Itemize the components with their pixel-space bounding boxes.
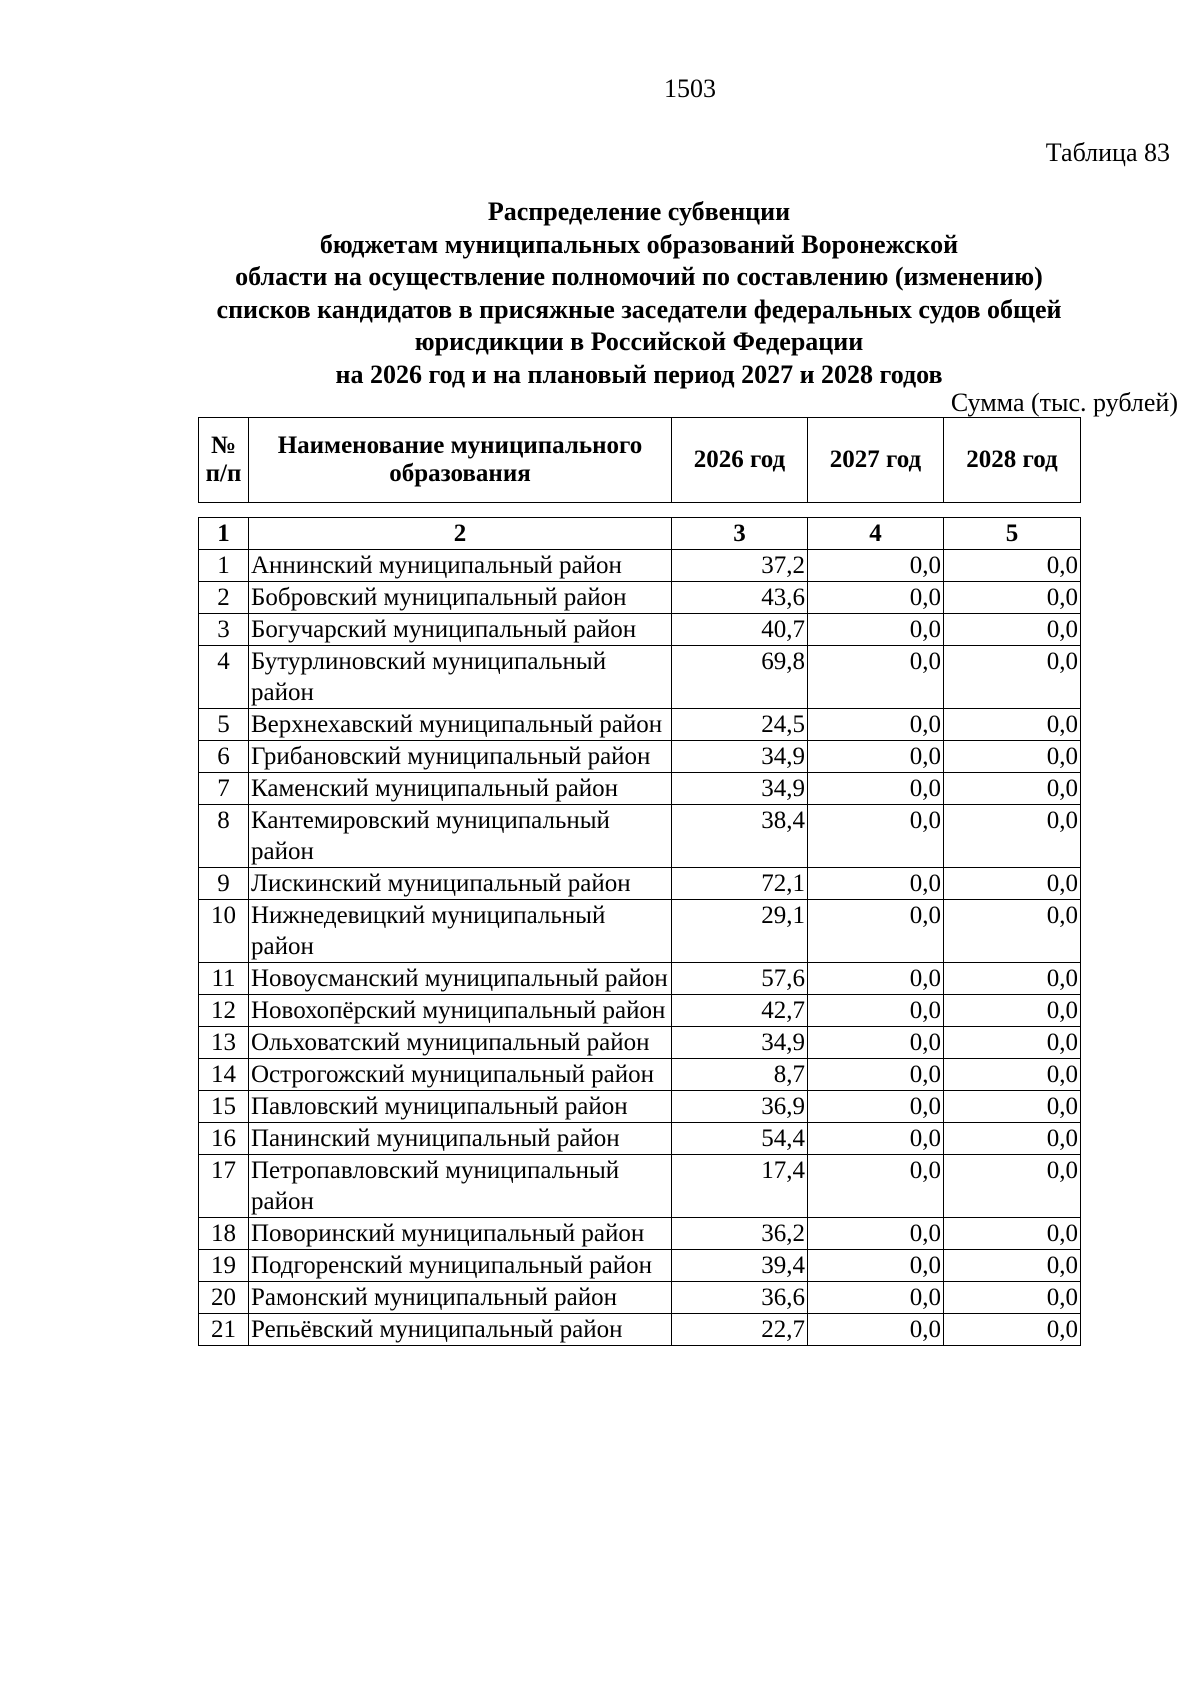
column-number: 2 [249, 518, 672, 550]
municipality-name: Новоусманский муниципальный район [249, 963, 672, 995]
value-2028: 0,0 [944, 741, 1081, 773]
row-number: 17 [199, 1155, 249, 1218]
value-2026: 57,6 [672, 963, 808, 995]
title-line: бюджетам муниципальных образований Воронежской [319, 229, 959, 259]
value-2027: 0,0 [808, 1250, 944, 1282]
municipality-name: Панинский муниципальный район [249, 1123, 672, 1155]
value-2028: 0,0 [944, 1314, 1081, 1346]
value-2028: 0,0 [944, 1027, 1081, 1059]
table-row [199, 868, 1081, 900]
municipality-name: Поворинский муниципальный район [249, 1218, 672, 1250]
value-2028: 0,0 [944, 614, 1081, 646]
value-2027: 0,0 [808, 1059, 944, 1091]
table-row [199, 741, 1081, 773]
column-number: 5 [944, 518, 1081, 550]
value-2026: 8,7 [672, 1059, 808, 1091]
value-2027: 0,0 [808, 582, 944, 614]
value-2026: 42,7 [672, 995, 808, 1027]
title-line: юрисдикции в Российской Федерации [414, 327, 864, 357]
table-row [199, 582, 1081, 614]
table-row [199, 1282, 1081, 1314]
municipality-name: Верхнехавский муниципальный район [249, 709, 672, 741]
value-2028: 0,0 [944, 1218, 1081, 1250]
row-number: 18 [199, 1218, 249, 1250]
table-row [199, 963, 1081, 995]
units-label: Сумма (тыс. рублей) [950, 388, 1178, 417]
header-2026: 2026 год [672, 418, 808, 503]
row-number: 11 [199, 963, 249, 995]
municipality-name: Павловский муниципальный район [249, 1091, 672, 1123]
value-2028: 0,0 [944, 582, 1081, 614]
row-number: 4 [199, 646, 249, 709]
value-2028: 0,0 [944, 646, 1081, 709]
value-2028: 0,0 [944, 1091, 1081, 1123]
value-2026: 34,9 [672, 741, 808, 773]
header-2027: 2027 год [808, 418, 944, 503]
value-2026: 40,7 [672, 614, 808, 646]
row-number: 1 [199, 550, 249, 582]
value-2027: 0,0 [808, 995, 944, 1027]
value-2026: 39,4 [672, 1250, 808, 1282]
row-number: 6 [199, 741, 249, 773]
value-2027: 0,0 [808, 773, 944, 805]
row-number: 8 [199, 805, 249, 868]
row-number: 13 [199, 1027, 249, 1059]
row-number: 15 [199, 1091, 249, 1123]
data-table [198, 517, 1081, 1346]
value-2026: 17,4 [672, 1155, 808, 1218]
value-2027: 0,0 [808, 900, 944, 963]
row-number: 3 [199, 614, 249, 646]
value-2027: 0,0 [808, 963, 944, 995]
title-line: Распределение субвенции [487, 197, 791, 226]
value-2027: 0,0 [808, 1155, 944, 1218]
municipality-name: Новохопёрский муниципальный район [249, 995, 672, 1027]
value-2027: 0,0 [808, 805, 944, 868]
municipality-name: Петропавловский муниципальный район [249, 1155, 672, 1218]
row-number: 12 [199, 995, 249, 1027]
value-2026: 69,8 [672, 646, 808, 709]
header-name: Наименование муниципального образования [249, 418, 672, 503]
value-2028: 0,0 [944, 1059, 1081, 1091]
municipality-name: Бутурлиновский муниципальный район [249, 646, 672, 709]
table-row [199, 1314, 1081, 1346]
page-number: 1503 [664, 74, 716, 103]
row-number: 2 [199, 582, 249, 614]
column-number: 4 [808, 518, 944, 550]
value-2026: 38,4 [672, 805, 808, 868]
table-row [199, 805, 1081, 868]
value-2027: 0,0 [808, 709, 944, 741]
value-2028: 0,0 [944, 773, 1081, 805]
table-row [199, 646, 1081, 709]
value-2027: 0,0 [808, 868, 944, 900]
value-2026: 34,9 [672, 773, 808, 805]
value-2028: 0,0 [944, 1250, 1081, 1282]
value-2028: 0,0 [944, 995, 1081, 1027]
table-row [199, 1027, 1081, 1059]
title-line: области на осуществление полномочий по составлению (изменению) [235, 262, 1043, 292]
value-2028: 0,0 [944, 709, 1081, 741]
value-2027: 0,0 [808, 614, 944, 646]
value-2026: 24,5 [672, 709, 808, 741]
value-2028: 0,0 [944, 805, 1081, 868]
table-row [199, 709, 1081, 741]
header-2028: 2028 год [944, 418, 1081, 503]
municipality-name: Рамонский муниципальный район [249, 1282, 672, 1314]
value-2027: 0,0 [808, 741, 944, 773]
row-number: 14 [199, 1059, 249, 1091]
column-numbers-row [199, 518, 1081, 550]
value-2028: 0,0 [944, 1282, 1081, 1314]
municipality-name: Подгоренский муниципальный район [249, 1250, 672, 1282]
municipality-name: Каменский муниципальный район [249, 773, 672, 805]
table-row [199, 550, 1081, 582]
row-number: 20 [199, 1282, 249, 1314]
table-header [198, 417, 1081, 503]
value-2027: 0,0 [808, 1218, 944, 1250]
value-2027: 0,0 [808, 1123, 944, 1155]
row-number: 5 [199, 709, 249, 741]
value-2027: 0,0 [808, 1314, 944, 1346]
table-row [199, 1091, 1081, 1123]
municipality-name: Грибановский муниципальный район [249, 741, 672, 773]
municipality-name: Нижнедевицкий муниципальный район [249, 900, 672, 963]
value-2026: 34,9 [672, 1027, 808, 1059]
value-2026: 36,9 [672, 1091, 808, 1123]
table-row [199, 995, 1081, 1027]
document-title [198, 196, 1080, 392]
row-number: 19 [199, 1250, 249, 1282]
municipality-name: Ольховатский муниципальный район [249, 1027, 672, 1059]
municipality-name: Богучарский муниципальный район [249, 614, 672, 646]
title-line: списков кандидатов в присяжные заседатели федеральных судов общей [216, 294, 1062, 324]
column-number: 3 [672, 518, 808, 550]
table-row [199, 1059, 1081, 1091]
value-2026: 36,2 [672, 1218, 808, 1250]
value-2026: 43,6 [672, 582, 808, 614]
title-line: на 2026 год и на плановый период 2027 и 2028 годов [335, 359, 943, 389]
table-row [199, 614, 1081, 646]
column-number: 1 [199, 518, 249, 550]
value-2027: 0,0 [808, 1091, 944, 1123]
row-number: 21 [199, 1314, 249, 1346]
row-number: 10 [199, 900, 249, 963]
municipality-name: Репьёвский муниципальный район [249, 1314, 672, 1346]
table-row [199, 773, 1081, 805]
row-number: 9 [199, 868, 249, 900]
value-2027: 0,0 [808, 1027, 944, 1059]
value-2028: 0,0 [944, 550, 1081, 582]
table-row [199, 1218, 1081, 1250]
header-num: № п/п [199, 418, 249, 503]
value-2028: 0,0 [944, 868, 1081, 900]
row-number: 16 [199, 1123, 249, 1155]
value-2027: 0,0 [808, 550, 944, 582]
value-2026: 37,2 [672, 550, 808, 582]
municipality-name: Лискинский муниципальный район [249, 868, 672, 900]
table-row [199, 1123, 1081, 1155]
value-2026: 22,7 [672, 1314, 808, 1346]
table-label: Таблица 83 [1045, 138, 1170, 167]
municipality-name: Острогожский муниципальный район [249, 1059, 672, 1091]
municipality-name: Бобровский муниципальный район [249, 582, 672, 614]
value-2028: 0,0 [944, 900, 1081, 963]
value-2028: 0,0 [944, 963, 1081, 995]
municipality-name: Аннинский муниципальный район [249, 550, 672, 582]
value-2026: 72,1 [672, 868, 808, 900]
value-2026: 54,4 [672, 1123, 808, 1155]
value-2027: 0,0 [808, 1282, 944, 1314]
municipality-name: Кантемировский муниципальный район [249, 805, 672, 868]
value-2027: 0,0 [808, 646, 944, 709]
table-row [199, 1250, 1081, 1282]
value-2026: 29,1 [672, 900, 808, 963]
value-2028: 0,0 [944, 1155, 1081, 1218]
table-row [199, 1155, 1081, 1218]
value-2026: 36,6 [672, 1282, 808, 1314]
table-row [199, 900, 1081, 963]
row-number: 7 [199, 773, 249, 805]
value-2028: 0,0 [944, 1123, 1081, 1155]
